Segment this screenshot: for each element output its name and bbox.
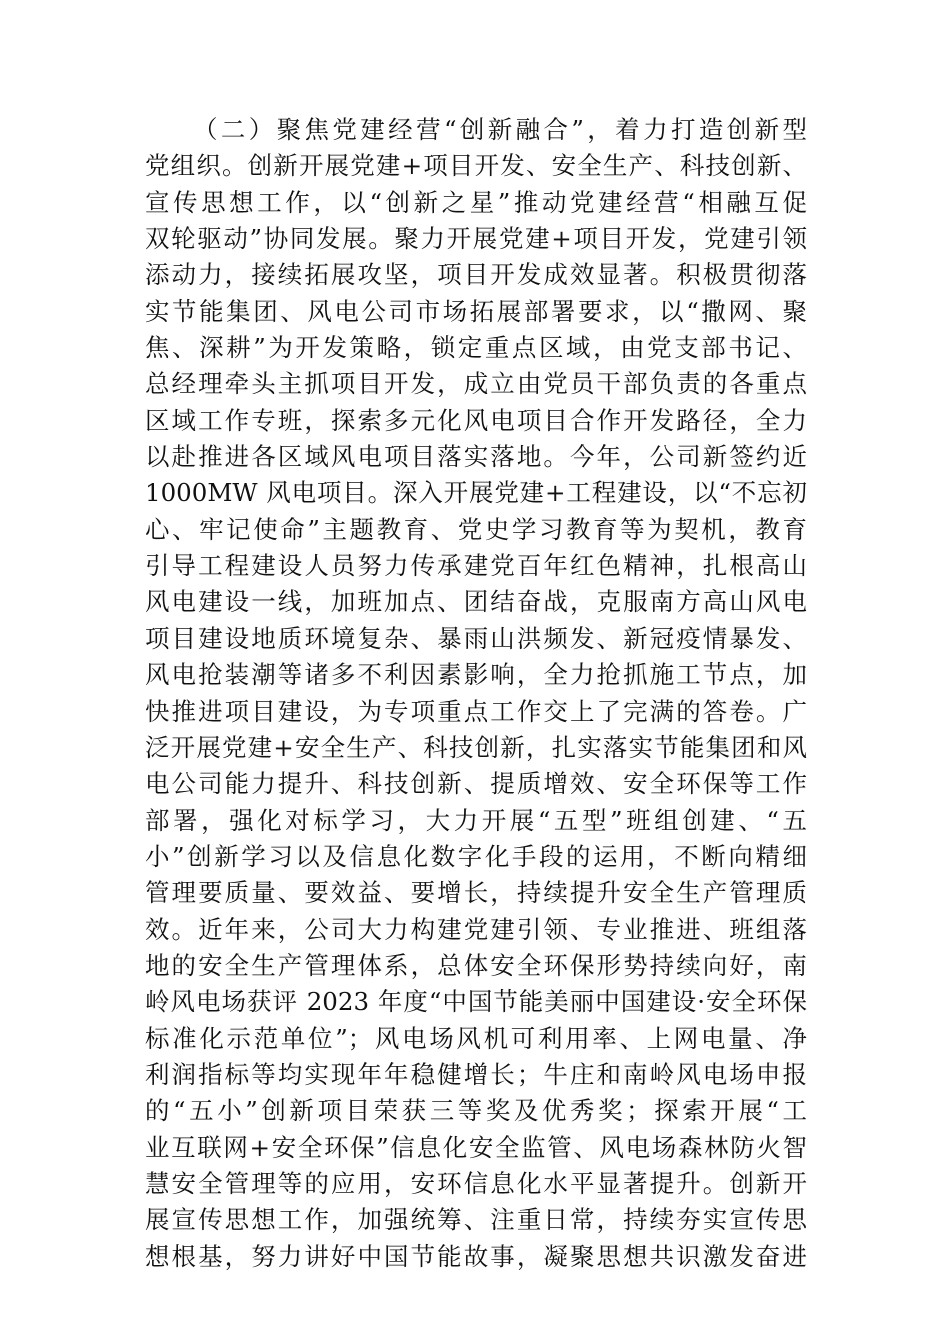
text-line: 的“五小”创新项目荣获三等奖及优秀奖；探索开展“工: [145, 1096, 807, 1126]
text-line: 泛开展党建+安全生产、科技创新，扎实落实节能集团和风: [145, 732, 807, 762]
text-line: 管理要质量、要效益、要增长，持续提升安全生产管理质: [145, 878, 807, 908]
text-line: 快推进项目建设，为专项重点工作交上了完满的答卷。广: [145, 696, 807, 726]
text-line: 总经理牵头主抓项目开发，成立由党员干部负责的各重点: [145, 369, 807, 399]
text-line: 小”创新学习以及信息化数字化手段的运用，不断向精细: [145, 841, 807, 871]
text-line: 焦、深耕”为开发策略，锁定重点区域，由党支部书记、: [145, 333, 807, 363]
text-line: 以赴推进各区域风电项目落实落地。今年，公司新签约近: [145, 442, 807, 472]
text-line: 电公司能力提升、科技创新、提质增效、安全环保等工作: [145, 769, 807, 799]
text-line: 党组织。创新开展党建+项目开发、安全生产、科技创新、: [145, 151, 807, 181]
text-line: 业互联网+安全环保”信息化安全监管、风电场森林防火智: [145, 1132, 807, 1162]
text-line: 标准化示范单位”；风电场风机可利用率、上网电量、净: [145, 1023, 807, 1053]
text-line: 展宣传思想工作，加强统筹、注重日常，持续夯实宣传思: [145, 1205, 807, 1235]
text-line: 心、牢记使命”主题教育、党史学习教育等为契机，教育: [145, 514, 807, 544]
text-line: 实节能集团、风电公司市场拓展部署要求，以“撒网、聚: [145, 296, 807, 326]
text-line: 利润指标等均实现年年稳健增长；牛庄和南岭风电场申报: [145, 1059, 807, 1089]
text-line: 想根基，努力讲好中国节能故事，凝聚思想共识激发奋进: [145, 1241, 807, 1271]
text-line: 项目建设地质环境复杂、暴雨山洪频发、新冠疫情暴发、: [145, 623, 807, 653]
text-line: 添动力，接续拓展攻坚，项目开发成效显著。积极贯彻落: [145, 260, 807, 290]
text-line: 地的安全生产管理体系，总体安全环保形势持续向好，南: [145, 950, 807, 980]
body-paragraph: [145, 112, 807, 1275]
text-line: 部署，强化对标学习，大力开展“五型”班组创建、“五: [145, 805, 807, 835]
text-line: 风电抢装潮等诸多不利因素影响，全力抢抓施工节点，加: [145, 660, 807, 690]
text-line: 效。近年来，公司大力构建党建引领、专业推进、班组落: [145, 914, 807, 944]
text-line: 风电建设一线，加班加点、团结奋战，克服南方高山风电: [145, 587, 807, 617]
text-line: 岭风电场获评 2023 年度“中国节能美丽中国建设·安全环保: [145, 987, 807, 1017]
text-line: 区域工作专班，探索多元化风电项目合作开发路径，全力: [145, 405, 807, 435]
text-line: 双轮驱动”协同发展。聚力开展党建+项目开发，党建引领: [145, 224, 807, 254]
text-line: 慧安全管理等的应用，安环信息化水平显著提升。创新开: [145, 1168, 807, 1198]
text-line: 引导工程建设人员努力传承建党百年红色精神，扎根高山: [145, 551, 807, 581]
text-line: 1000MW 风电项目。深入开展党建+工程建设，以“不忘初: [145, 478, 807, 508]
text-line: （二）聚焦党建经营“创新融合”，着力打造创新型: [193, 115, 807, 144]
text-line: 宣传思想工作，以“创新之星”推动党建经营“相融互促: [145, 187, 807, 217]
